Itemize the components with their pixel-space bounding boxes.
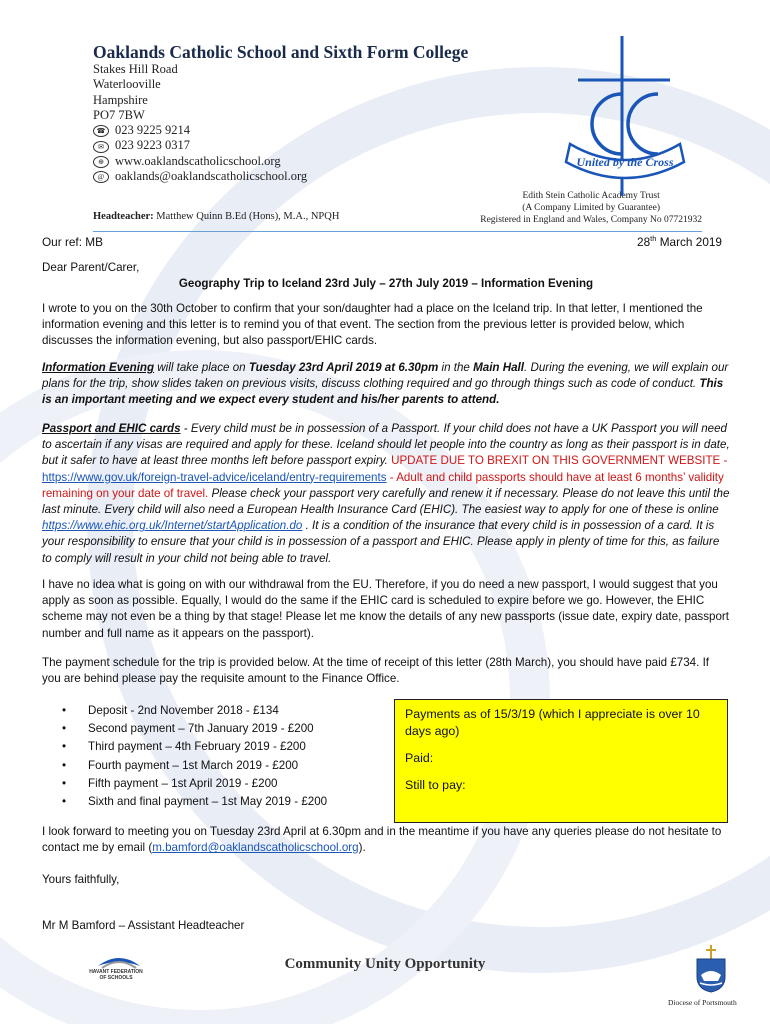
box-paid: Paid: xyxy=(405,751,434,765)
diocese-text: Diocese of Portsmouth xyxy=(668,998,737,1007)
phone-icon: ☎ xyxy=(93,125,109,137)
paragraph-payment: The payment schedule for the trip is provided below. At the time of receipt of this letter (28th March), you should have paid £734. If you are behind please pay the requisite amount to the Finance Office. xyxy=(42,656,710,686)
list-item: • Deposit - 2nd November 2018 - £134 xyxy=(42,702,392,720)
phone-number: 023 9225 9214 xyxy=(115,123,190,138)
our-ref: Our ref: MB xyxy=(42,235,103,249)
list-item: • Fourth payment – 1st March 2019 - £200 xyxy=(42,757,392,775)
header-divider xyxy=(93,231,702,232)
email-contact-link[interactable]: m.bamford@oaklandscatholicschool.org xyxy=(152,841,359,855)
list-item: • Third payment – 4th February 2019 - £200 xyxy=(42,738,392,756)
box-still-to-pay: Still to pay: xyxy=(405,778,466,792)
paragraph-1: I wrote to you on the 30th October to confirm that your son/daughter had a place on the Iceland trip. In that letter, I mentioned the information evening and this letter is to remind you of that event. The section from the previous letter is provided below, which discusses the information evening, but also passport/EHIC cards. xyxy=(42,302,703,348)
payment-list xyxy=(42,702,392,811)
website-link[interactable]: www.oaklandscatholicschool.org xyxy=(115,153,281,168)
footer-motto: Community Unity Opportunity xyxy=(284,956,486,972)
globe-icon: ⊕ xyxy=(93,156,109,168)
at-icon: @ xyxy=(93,171,109,183)
letter-title: Geography Trip to Iceland 23rd July – 27th July 2019 – Information Evening xyxy=(178,277,594,290)
school-address xyxy=(93,62,307,184)
phone-row xyxy=(93,123,307,138)
box-heading: Payments as of 15/3/19 (which I appreciate is over 10 days ago) xyxy=(405,707,700,738)
payments-box xyxy=(394,699,728,823)
fax-icon: ✉ xyxy=(93,141,109,153)
address-line: Hampshire xyxy=(93,92,148,107)
list-item: • Sixth and final payment – 1st May 2019 - £200 xyxy=(42,793,392,811)
letter-date: 28th March 2019 xyxy=(637,234,722,249)
ehic-link[interactable]: https://www.ehic.org.uk/Internet/startApplication.do xyxy=(42,519,303,533)
address-line: Stakes Hill Road xyxy=(93,62,178,76)
closing: Yours faithfully, xyxy=(42,873,120,886)
signoff: Mr M Bamford – Assistant Headteacher xyxy=(42,919,245,932)
paragraph-information-evening: Information Evening will take place on Tuesday 23rd April 2019 at 6.30pm in the Main Hall. During the evening, we will explain our plans for the trip, show slides taken on previous visits, discuss clothing required and go through things such as code of conduct. This is an important meeting and we expect every student and his/her parents to attend. xyxy=(42,361,729,407)
salutation: Dear Parent/Carer, xyxy=(42,261,140,274)
gov-travel-link[interactable]: https://www.gov.uk/foreign-travel-advice/iceland/entry-requirements xyxy=(42,470,387,484)
list-item: • Second payment – 7th January 2019 - £200 xyxy=(42,720,392,738)
address-line: PO7 7BW xyxy=(93,107,145,122)
svg-text:United by the Cross: United by the Cross xyxy=(576,155,674,169)
list-item: • Fifth payment – 1st April 2019 - £200 xyxy=(42,775,392,793)
web-row xyxy=(93,154,307,169)
email-row xyxy=(93,169,307,184)
email-link[interactable]: oaklands@oaklandscatholicschool.org xyxy=(115,169,308,184)
paragraph-passport-ehic: Passport and EHIC cards - Every child must be in possession of a Passport. If your child does not have a UK Passport you will need to ascertain if any visas are required and apply for these. Iceland should let people into the country as long as their passport is in date, but it safer to have at least three months left before passport expiry. UPDATE DUE TO BREXIT ON THIS GOVERNMENT WEBSITE - https://www.gov.uk/foreign-travel-advice/iceland/entry-requirements - Adult and child passports should have at least 6 months’ validity remaining on your date of travel. Please check your passport very carefully and renew it if necessary. Please do not leave this until the last minute. Every child will also need a European Health Insurance Card (EHIC). The easiest way to apply for one of these is online https://www.ehic.org.uk/Internet/startApplication.do . It is a condition of the insurance that every child is in possession of a card. It is your responsibility to ensure that your child is in possession of a passport and EHIC. Please apply in plenty of time for this, as failure to comply will result in your child not being able to travel. xyxy=(42,422,730,565)
school-logo xyxy=(560,36,690,196)
fax-row xyxy=(93,138,307,153)
havant-federation-text: HAVANT FEDERATION OF SCHOOLS xyxy=(89,969,143,981)
paragraph-closing: I look forward to meeting you on Tuesday 23rd April at 6.30pm and in the meantime if you have any queries please do not hesitate to contact me by email (m.bamford@oaklandscatholicschool.org). xyxy=(42,825,722,855)
diocese-crest xyxy=(694,945,728,993)
headteacher-line: Headteacher: Matthew Quinn B.Ed (Hons), M.A., NPQH xyxy=(93,211,340,222)
school-name: Oaklands Catholic School and Sixth Form College xyxy=(93,42,469,62)
address-line: Waterlooville xyxy=(93,77,161,92)
paragraph-eu: I have no idea what is going on with our withdrawal from the EU. Therefore, if you do need a new passport, I would suggest that you apply as soon as possible. Equally, I would do the same if the EHIC card is scheduled to expire before we go. However, the EHIC scheme may not even be a thing by that stage! Please let me know the details of any new passports (issue date, expiry date, passport number and full name as it appears on the passport). xyxy=(42,578,729,640)
fax-number: 023 9223 0317 xyxy=(115,138,190,153)
trust-info: Edith Stein Catholic Academy Trust (A Company Limited by Guarantee) Registered in England and Wales, Company No 07721932 xyxy=(480,191,702,225)
